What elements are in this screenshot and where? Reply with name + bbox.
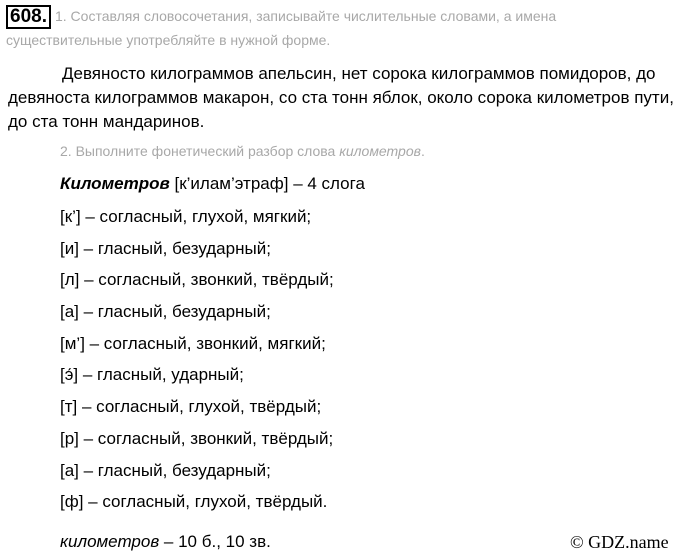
analysis-header xyxy=(60,172,365,196)
task-instruction-line2: существительные употребляйте в нужной форме. xyxy=(6,32,331,48)
answer-paragraph xyxy=(8,62,698,134)
phoneme-item: [л] – согласный, звонкий, твёрдый; xyxy=(60,270,334,290)
summary-counts: – 10 б., 10 зв. xyxy=(159,532,271,551)
phoneme-item: [э́] – гласный, ударный; xyxy=(60,365,244,385)
task2-prefix: 2. Выполните фонетический разбор слова xyxy=(60,143,340,159)
task-instruction-line1: 1. Составляя словосочетания, записывайте числительные словами, а имена xyxy=(54,8,557,24)
phoneme-item: [к’] – согласный, глухой, мягкий; xyxy=(60,207,312,226)
task-header xyxy=(6,5,696,51)
phoneme-item: [т] – согласный, глухой, твёрдый; xyxy=(60,397,322,417)
task2-instruction xyxy=(60,141,425,161)
analysis-word: Километров xyxy=(60,174,170,193)
answer-text: Девяносто килограммов апельсин, нет сорока килограммов помидоров, до девяноста килограммов макарон, со ста тонн яблок, около сорока километров пути, до ста тонн мандаринов. xyxy=(8,64,674,131)
phoneme-item: [а] – гласный, безударный; xyxy=(60,302,271,322)
analysis-summary xyxy=(60,530,271,554)
phoneme-item: [и] – гласный, безударный; xyxy=(60,238,271,258)
summary-word: километров xyxy=(60,532,160,551)
phoneme-item: [р] – согласный, звонкий, твёрдый; xyxy=(60,428,334,448)
phoneme-item: [м’] – согласный, звонкий, мягкий; xyxy=(60,333,326,353)
copyright-watermark: © GDZ.name xyxy=(570,532,669,552)
task-number: 608. xyxy=(6,5,51,29)
phoneme-item: [а] – гласный, безударный; xyxy=(60,460,271,480)
phoneme-list xyxy=(60,205,334,522)
phoneme-item: [ф] – согласный, глухой, твёрдый. xyxy=(60,492,328,512)
analysis-transcription: [к’илам’этраф] – 4 слога xyxy=(169,174,365,193)
task2-word: километров xyxy=(339,143,421,159)
task2-suffix: . xyxy=(420,143,425,159)
